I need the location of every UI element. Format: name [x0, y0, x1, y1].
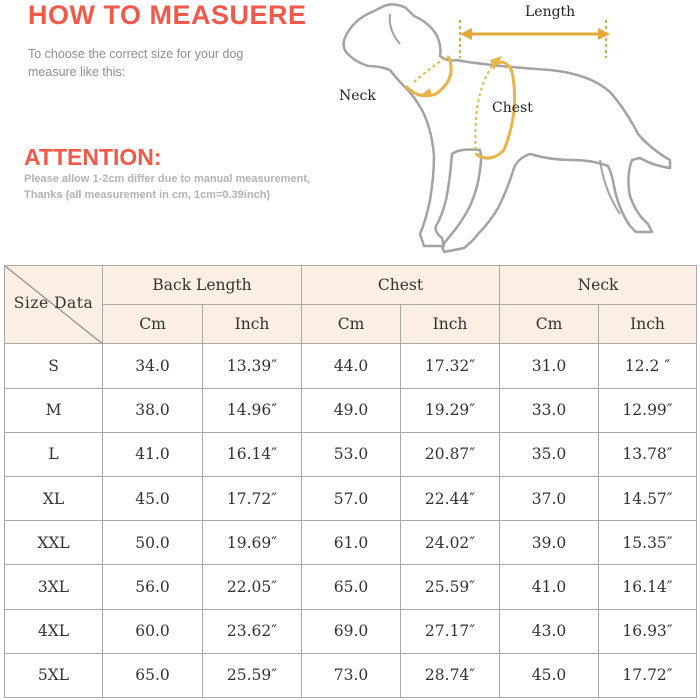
size-cell: L [5, 432, 103, 476]
back-length-inch-cell: 16.14″ [203, 432, 302, 476]
table-row [5, 432, 697, 476]
chest-inch-cell: 28.74″ [401, 653, 500, 697]
length-arrow [460, 20, 610, 58]
dog-outline [344, 4, 670, 252]
neck-inch-cell: 14.57″ [599, 476, 697, 520]
neck-inch-cell: 12.99″ [599, 388, 697, 432]
attention-note-1: Please allow 1-2cm differ due to manual measurement, [24, 173, 311, 185]
table-row [5, 521, 697, 565]
back-length-cm-cell: 65.0 [103, 653, 203, 697]
table-row [5, 476, 697, 520]
chest-cm-cell: 65.0 [302, 565, 401, 609]
size-chart-table [4, 265, 697, 698]
attention-note-2: Thanks (all measurement in cm, 1cm=0.39inch) [24, 189, 271, 201]
size-data-corner-cell [5, 266, 103, 344]
back-length-header: Back Length [103, 266, 302, 305]
neck-cm-cell: 43.0 [500, 609, 599, 653]
neck-inch-cell: 12.2 ″ [599, 344, 697, 388]
chest-inch-cell: 27.17″ [401, 609, 500, 653]
back-length-inch-cell: 14.96″ [203, 388, 302, 432]
back-length-cm-cell: 38.0 [103, 388, 203, 432]
unit-header: Inch [599, 305, 697, 344]
neck-cm-cell: 37.0 [500, 476, 599, 520]
neck-cm-cell: 39.0 [500, 521, 599, 565]
back-length-cm-cell: 60.0 [103, 609, 203, 653]
chest-inch-cell: 24.02″ [401, 521, 500, 565]
length-label: Length [525, 4, 576, 20]
back-length-cm-cell: 34.0 [103, 344, 203, 388]
chest-inch-cell: 17.32″ [401, 344, 500, 388]
table-row [5, 344, 697, 388]
chest-cm-cell: 44.0 [302, 344, 401, 388]
size-cell: M [5, 388, 103, 432]
unit-header: Cm [302, 305, 401, 344]
chest-inch-cell: 22.44″ [401, 476, 500, 520]
neck-cm-cell: 35.0 [500, 432, 599, 476]
chest-label: Chest [492, 100, 533, 116]
size-cell: S [5, 344, 103, 388]
back-length-inch-cell: 13.39″ [203, 344, 302, 388]
size-cell: 3XL [5, 565, 103, 609]
unit-header: Cm [500, 305, 599, 344]
dog-ear [390, 14, 400, 44]
neck-inch-cell: 13.78″ [599, 432, 697, 476]
back-length-inch-cell: 23.62″ [203, 609, 302, 653]
neck-measure-loop [406, 56, 451, 96]
neck-label: Neck [339, 88, 376, 104]
size-cell: XXL [5, 521, 103, 565]
back-length-inch-cell: 25.59″ [203, 653, 302, 697]
chest-cm-cell: 57.0 [302, 476, 401, 520]
back-length-cm-cell: 45.0 [103, 476, 203, 520]
neck-cm-cell: 33.0 [500, 388, 599, 432]
chest-cm-cell: 69.0 [302, 609, 401, 653]
unit-header: Inch [401, 305, 500, 344]
chest-cm-cell: 53.0 [302, 432, 401, 476]
neck-inch-cell: 15.35″ [599, 521, 697, 565]
chest-inch-cell: 19.29″ [401, 388, 500, 432]
back-length-cm-cell: 41.0 [103, 432, 203, 476]
neck-cm-cell: 31.0 [500, 344, 599, 388]
size-data-label: Size Data [13, 294, 94, 312]
back-length-inch-cell: 19.69″ [203, 521, 302, 565]
size-cell: 5XL [5, 653, 103, 697]
neck-inch-cell: 16.93″ [599, 609, 697, 653]
table-row [5, 565, 697, 609]
back-length-cm-cell: 50.0 [103, 521, 203, 565]
back-length-inch-cell: 17.72″ [203, 476, 302, 520]
table-row [5, 388, 697, 432]
size-cell: XL [5, 476, 103, 520]
neck-cm-cell: 41.0 [500, 565, 599, 609]
attention-title: ATTENTION: [24, 144, 162, 170]
neck-inch-cell: 16.14″ [599, 565, 697, 609]
back-length-cm-cell: 56.0 [103, 565, 203, 609]
chest-cm-cell: 61.0 [302, 521, 401, 565]
size-cell: 4XL [5, 609, 103, 653]
chest-header: Chest [302, 266, 500, 305]
table-row [5, 653, 697, 697]
chest-cm-cell: 73.0 [302, 653, 401, 697]
instruction-line-2: measure like this: [28, 65, 126, 79]
instruction-line-1: To choose the correct size for your dog [28, 47, 244, 61]
neck-inch-cell: 17.72″ [599, 653, 697, 697]
table-row [5, 609, 697, 653]
chest-inch-cell: 20.87″ [401, 432, 500, 476]
dog-measurement-diagram [330, 0, 700, 262]
back-length-inch-cell: 22.05″ [203, 565, 302, 609]
neck-cm-cell: 45.0 [500, 653, 599, 697]
how-to-measure-title: HOW TO MEASUERE [28, 0, 307, 30]
neck-header: Neck [500, 266, 697, 305]
unit-header: Inch [203, 305, 302, 344]
chest-cm-cell: 49.0 [302, 388, 401, 432]
unit-header: Cm [103, 305, 203, 344]
size-rows [5, 344, 697, 698]
chest-inch-cell: 25.59″ [401, 565, 500, 609]
